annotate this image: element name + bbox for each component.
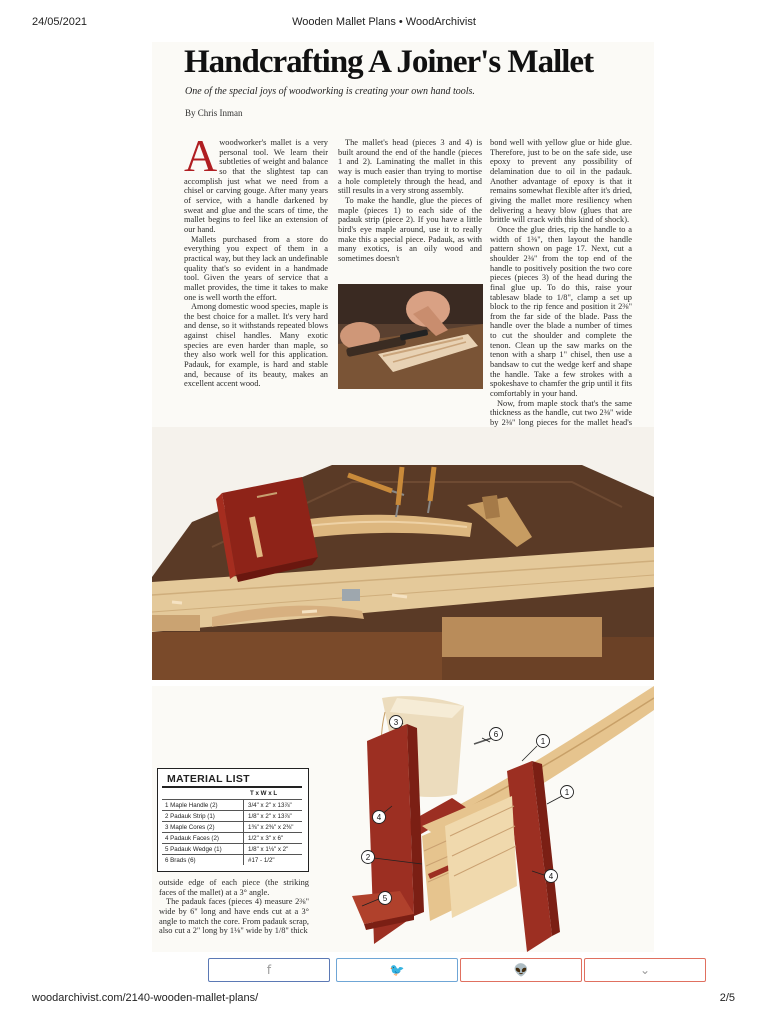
mallet-bench-photo [152, 427, 654, 680]
paragraph: bond well with yellow glue or hide glue. Therefore, just to be on the safe side, use epoxy to prevent any possibility of delamination due to oil in the padauk. Another advantage of epoxy is that it remains somewhat flexible after it's dried, giving the mallet more resiliency when delivering a heavy blow (glues that are brittle will crack with this kind of shock). [490, 138, 632, 225]
print-date: 24/05/2021 [32, 16, 88, 28]
material-list-title: MATERIAL LIST [167, 773, 250, 785]
row-size: #17 - 1/2" [248, 857, 275, 864]
paragraph: Among domestic wood species, maple is the best choice for a mallet. It's very hard and dense, so it withstands repeated blows against chisel handles. Many exotic species are even harder than maple, so they also work well for this application. Padauk, for example, is hard and stable and, because of its beauty, makes an excellent accent wood. [184, 302, 328, 389]
divider [243, 799, 244, 865]
paragraph: Now, from maple stock that's the same thickness as the handle, cut two 2⅜" wide by 2⅜" long pieces for the mallet head's [490, 398, 632, 428]
share-twitter-button[interactable] [336, 958, 458, 982]
print-page-number: 2/5 [719, 992, 735, 1004]
twitter-icon: 🐦 [389, 963, 405, 977]
callout-label: 3 [393, 718, 399, 727]
diagram-page-scan [152, 686, 654, 952]
callout-label: 6 [493, 730, 499, 739]
callout-label: 4 [376, 813, 382, 822]
article-deck: One of the special joys of woodworking is creating your own hand tools. [185, 86, 475, 97]
material-list-header: T x W x L [250, 790, 278, 797]
article-byline: By Chris Inman [185, 108, 243, 118]
divider [162, 786, 302, 788]
callout-label: 4 [548, 872, 554, 881]
row-name: 6 Brads (6) [165, 857, 196, 864]
paragraph: Mallets purchased from a store do everything you expect of them in a practical way, but they lack an undefinable quality that's so evident in a handmade tool. Given the years of service that a mallet provides, the time it takes to make one is well worth the effort. [184, 234, 328, 302]
facebook-icon: f [266, 963, 272, 977]
paragraph: Once the glue dries, rip the handle to a width of 1⅜", then layout the handle pattern shown on page 17. Next, cut a shoulder 2⅜" from the top end of the handle to positively position the two core pieces (pieces 3) of the head during the final glue up. To do this, raise your tablesaw blade to 1/8", clamp a set up block to the rip fence and position it 2⅜" from the far side of the blade. Pass the handle over the blade a number of times to cut the shoulder and complete the tenon. Clean up the saw marks on the tenon with a sharp 1" chisel, then use a bandsaw to cut the wedge kerf and shape the handle. Take a few strokes with a spokeshave to chamfer the grip until it fits comfortably in your hand. [490, 224, 632, 399]
table-row [162, 854, 302, 866]
paragraph: The padauk faces (pieces 4) measure 2⅜" wide by 6" long and have ends cut at a 3° angle to match the core. From padauk scrap, also cut a 2" long by 1⅛" wide by 1/8" thick [159, 897, 309, 936]
print-header [0, 16, 768, 30]
share-facebook-button[interactable] [208, 958, 330, 982]
row-name: 2 Padauk Strip (1) [165, 813, 215, 820]
share-more-button[interactable] [584, 958, 706, 982]
material-list-table [157, 768, 309, 872]
row-size: 3/4" x 2" x 13⅞" [248, 802, 292, 809]
reddit-icon: 👽 [513, 963, 529, 977]
row-size: 1/8" x 1⅛" x 2" [248, 846, 289, 853]
row-name: 4 Padauk Faces (2) [165, 835, 219, 842]
spokeshave-photo [338, 284, 483, 389]
callout-label: 5 [382, 894, 388, 903]
share-reddit-button[interactable] [460, 958, 582, 982]
row-name: 1 Maple Handle (2) [165, 802, 218, 809]
row-name: 5 Padauk Wedge (1) [165, 846, 222, 853]
share-bar [208, 958, 706, 982]
callout-label: 2 [365, 853, 371, 862]
article-column-2 [338, 138, 482, 286]
paragraph: To make the handle, glue the pieces of maple (pieces 1) to each side of the padauk strip (piece 2). If you have a little bird's eye maple around, use it to really make this a special piece. Padauk, as with many exotics, is an oily wood and sometimes doesn't [338, 195, 482, 263]
print-url: woodarchivist.com/2140-wooden-mallet-plans/ [32, 992, 259, 1004]
row-size: 1⅜" x 2⅜" x 2⅜" [248, 824, 294, 831]
paragraph: woodworker's mallet is a very personal tool. We learn their subtleties of weight and balance so that the slightest tap can accomplish just what we need from a chisel or carving gouge. After many years of service, with a handle darkened by sweat and glue and the scars of time, the mallet begins to feel like an extension of our hand. [184, 138, 328, 234]
callout-label: 1 [564, 788, 570, 797]
paragraph: The mallet's head (pieces 3 and 4) is built around the end of the handle (pieces 1 and 2). Laminating the mallet in this way is much easier than trying to mortise a hole completely through the head, and still results in a very strong assembly. [338, 138, 482, 196]
paragraph: outside edge of each piece (the striking faces of the mallet) at a 3° angle. [159, 878, 309, 897]
article-title: Handcrafting A Joiner's Mallet [184, 44, 594, 80]
callout-label: 1 [540, 737, 546, 746]
row-size: 1/2" x 3" x 6" [248, 835, 284, 842]
article-page-scan [152, 42, 654, 680]
print-title: Wooden Mallet Plans • WoodArchivist [292, 16, 476, 28]
article-column-3 [490, 138, 632, 476]
article-column-1 [184, 138, 328, 428]
chevron-down-icon: ⌄ [639, 963, 651, 977]
drop-cap: A [184, 138, 218, 181]
row-name: 3 Maple Cores (2) [165, 824, 215, 831]
article-column-4 [159, 878, 309, 948]
print-footer [0, 992, 768, 1006]
row-size: 1/8" x 2" x 13⅞" [248, 813, 292, 820]
